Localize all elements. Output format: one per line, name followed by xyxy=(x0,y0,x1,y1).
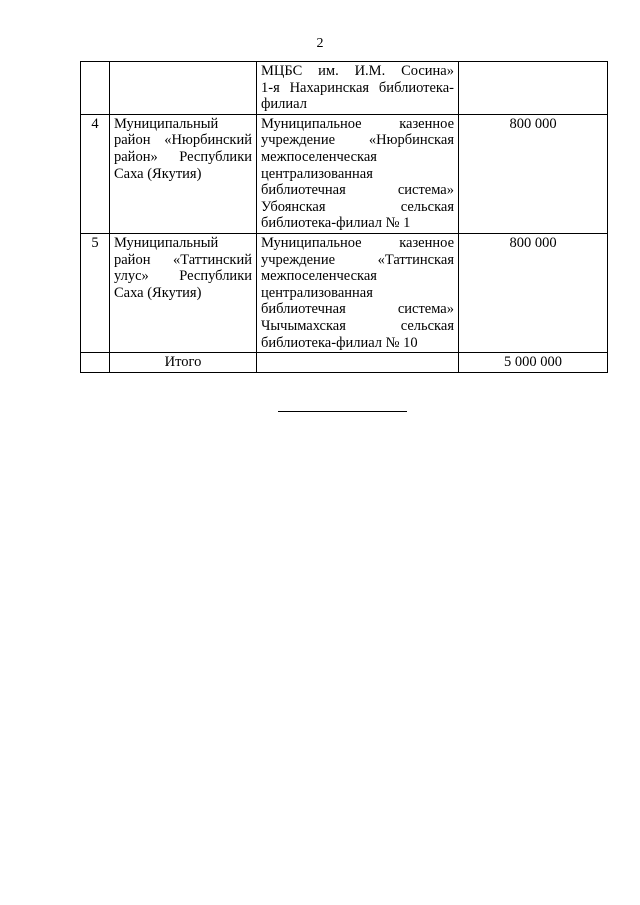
row-number-cell xyxy=(81,62,110,115)
table-row xyxy=(81,233,608,352)
institution-line: филиал xyxy=(261,96,307,113)
institution-line: библиотечная система» xyxy=(261,182,454,199)
total-row xyxy=(81,353,608,373)
institution-line: централизованная xyxy=(261,284,373,301)
row-number-cell xyxy=(81,353,110,373)
page-number: 2 xyxy=(316,36,324,51)
region-line: район «Таттинский xyxy=(114,251,252,268)
institution-line: МЦБС им. И.М. Сосина» xyxy=(261,63,454,79)
region-line: улус» Республики xyxy=(114,268,252,285)
table-row xyxy=(81,114,608,233)
region-line: Саха (Якутия) xyxy=(114,165,202,182)
institution-line: Муниципальное казенное xyxy=(261,115,454,132)
allocation-table xyxy=(80,61,608,373)
institution-line: библиотека-филиал № 10 xyxy=(261,334,418,351)
institution-cell xyxy=(257,114,459,233)
institution-line: Чычымахская сельская xyxy=(261,317,454,334)
institution-line: межпоселенческая xyxy=(261,148,377,165)
region-cell xyxy=(110,62,257,115)
region-cell xyxy=(110,233,257,352)
sum-cell xyxy=(459,62,608,115)
institution-line: межпоселенческая xyxy=(261,268,377,285)
region-line: Саха (Якутия) xyxy=(114,284,202,301)
institution-line: учреждение «Таттинская xyxy=(261,251,454,268)
region-line: Муниципальный xyxy=(114,234,219,251)
total-label: Итого xyxy=(110,353,257,373)
institution-cell xyxy=(257,233,459,352)
institution-line: Муниципальное казенное xyxy=(261,234,454,251)
institution-line: учреждение «Нюрбинская xyxy=(261,132,454,149)
institution-line: библиотечная система» xyxy=(261,301,454,318)
row-number-cell: 5 xyxy=(81,233,110,352)
region-line: район» Республики xyxy=(114,148,252,165)
closing-rule xyxy=(278,411,407,412)
institution-line: централизованная xyxy=(261,165,373,182)
table-row xyxy=(81,62,608,115)
institution-line: 1-я Нахаринская библиотека- xyxy=(261,79,454,96)
institution-cell xyxy=(257,62,459,115)
institution-cell xyxy=(257,353,459,373)
sum-cell: 800 000 xyxy=(459,114,608,233)
institution-line: Убоянская сельская xyxy=(261,198,454,215)
region-cell xyxy=(110,114,257,233)
institution-line: библиотека-филиал № 1 xyxy=(261,215,411,232)
total-sum: 5 000 000 xyxy=(459,353,608,373)
region-line: Муниципальный xyxy=(114,115,219,132)
row-number-cell: 4 xyxy=(81,114,110,233)
sum-cell: 800 000 xyxy=(459,233,608,352)
region-line: район «Нюрбинский xyxy=(114,132,252,149)
